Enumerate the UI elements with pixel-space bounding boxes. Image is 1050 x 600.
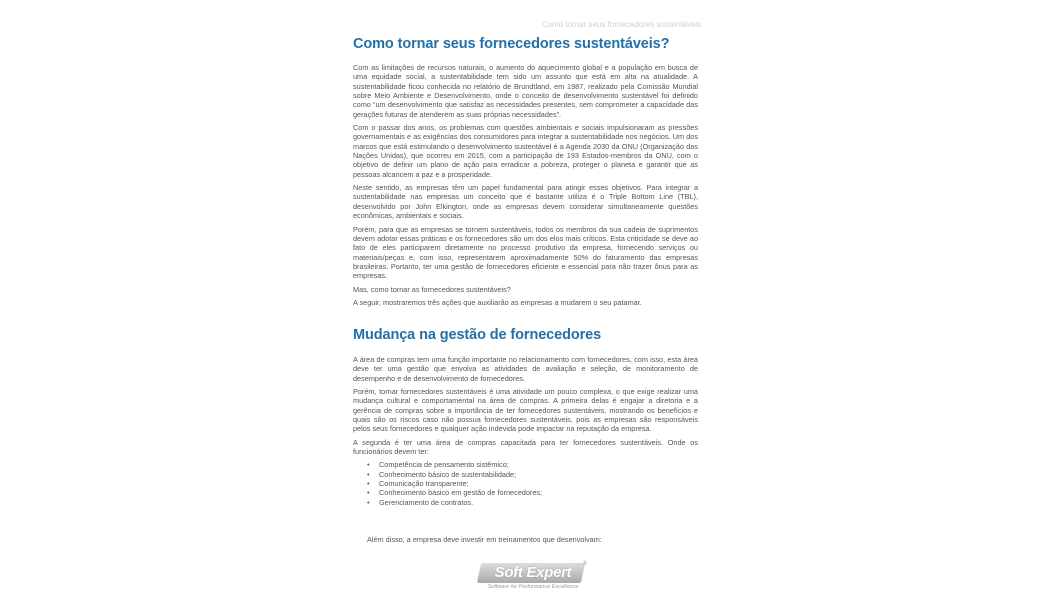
list-item: • Conhecimento básico em gestão de fornecedores; — [379, 488, 698, 497]
paragraph: A área de compras tem uma função importante no relacionamento com fornecedores, com isso, esta área deve ter uma gestão que envolva as atividades de avaliação e seleção, de monitoramento de desempenho e de desenvolvimento de fornecedores. — [353, 355, 698, 383]
list-item: • Competência de pensamento sistêmico; — [379, 460, 698, 469]
registered-mark: ® — [583, 561, 587, 567]
paragraph: Porém, para que as empresas se tornem sustentáveis, todos os membros da sua cadeia de suprimentos devem adotar essas práticas e os fornecedores são um dos elos mais críticos. Esta criticidade se deve ao fato de eles participarem diretamente no processo produtivo da empresa, fornecendo serviços ou materiais/peças e, com isso, representarem aproximadamente 50% do faturamento das empresas brasileiras. Portanto, ter uma gestão de fornecedores eficiente e essencial para não trazer ônus para as empresas. — [353, 224, 698, 281]
document-page — [345, 0, 705, 600]
paragraph: Neste sentido, as empresas têm um papel fundamental para atingir esses objetivos. Para integrar a sustentabilidade nas empresas um conceito que é bastante utiliza é o Triple Bottom Line (TBL), desenvolvido por John Elkington, onde as empresas devem considerar simultaneamente questões econômicas, ambientais e sociais. — [353, 183, 698, 221]
list-item: • Comunicação transparente; — [379, 479, 698, 488]
section-2-heading-wrap — [353, 326, 698, 344]
section-1-title: Como tornar seus fornecedores sustentáveis? — [353, 36, 670, 52]
closing-wrap — [367, 535, 697, 548]
closing-paragraph: Além disso, a empresa deve investir em treinamentos que desenvolvam: — [367, 535, 602, 544]
list-item: • Gerenciamento de contratos. — [379, 498, 698, 507]
list-item: • Conhecimento básico de sustentabilidade; — [379, 470, 698, 479]
skills-list — [353, 460, 698, 507]
paragraph: Com as limitações de recursos naturais, o aumento do aquecimento global e a população em busca de uma equidade social, a sustentabilidade tem sido um assunto que está em alta na atualidade. A sustentabilidade ficou conhecida no relatório de Brundtland, em 1987, realizado pela Comissão Mundial sobre Meio Ambiente e Desenvolvimento, onde o conceito de desenvolvimento sustentável foi definido como “um desenvolvimento que satisfaz as necessidades presentes, sem comprometer a capacidade das gerações futuras de atenderem as suas próprias necessidades”. — [353, 63, 698, 119]
paragraph: Porém, tornar fornecedores sustentáveis é uma atividade um pouco complexa, o que exige realizar uma mudança cultural e comportamental na área de compras. A primeira delas é engajar a diretoria e a gerência de compras sobre a importância de ter fornecedores sustentáveis, mostrando os benefícios e quais são os riscos caso não possua fornecedores sustentáveis, pois as empresas são responsáveis pelos seus fornecedores e qualquer ação indevida pode impactar na reputação da empresa. — [353, 387, 698, 434]
section-2-body — [353, 355, 698, 507]
paragraph: A seguir, mostraremos três ações que auxiliarão as empresas a mudarem o seu patamar. — [353, 297, 642, 307]
running-header: Como tornar seus fornecedores sustentáveis — [541, 20, 701, 29]
logo-tagline: Software for Performance Excellence — [487, 584, 579, 590]
section-1-body — [353, 63, 698, 311]
logo-wordmark: Soft Expert — [494, 564, 572, 581]
paragraph: Mas, como tornar as fornecedores sustentáveis? — [353, 284, 511, 294]
section-2-title: Mudança na gestão de fornecedores — [353, 327, 602, 343]
softexpert-logo — [479, 561, 587, 595]
section-1-heading-wrap — [353, 35, 698, 53]
paragraph: A segunda é ter uma área de compras capacitada para ter fornecedores sustentáveis. Onde os funcionários devem ter: — [353, 437, 698, 457]
paragraph: Com o passar dos anos, os problemas com questões ambientais e sociais impulsionaram as pressões governamentais e as exigências dos consumidores para integrar a sustentabilidade nos negócios. Um dos marcos que está estimulando o desenvolvimento sustentável é a Agenda 2030 da ONU (Organização das Nações Unidas), que ocorreu em 2015, com a participação de 193 Estados-membros da ONU, com o objetivo de definir um plano de ação para erradicar a pobreza, proteger o planeta e garantir que as pessoas alcancem a paz e a prosperidade. — [353, 123, 698, 179]
